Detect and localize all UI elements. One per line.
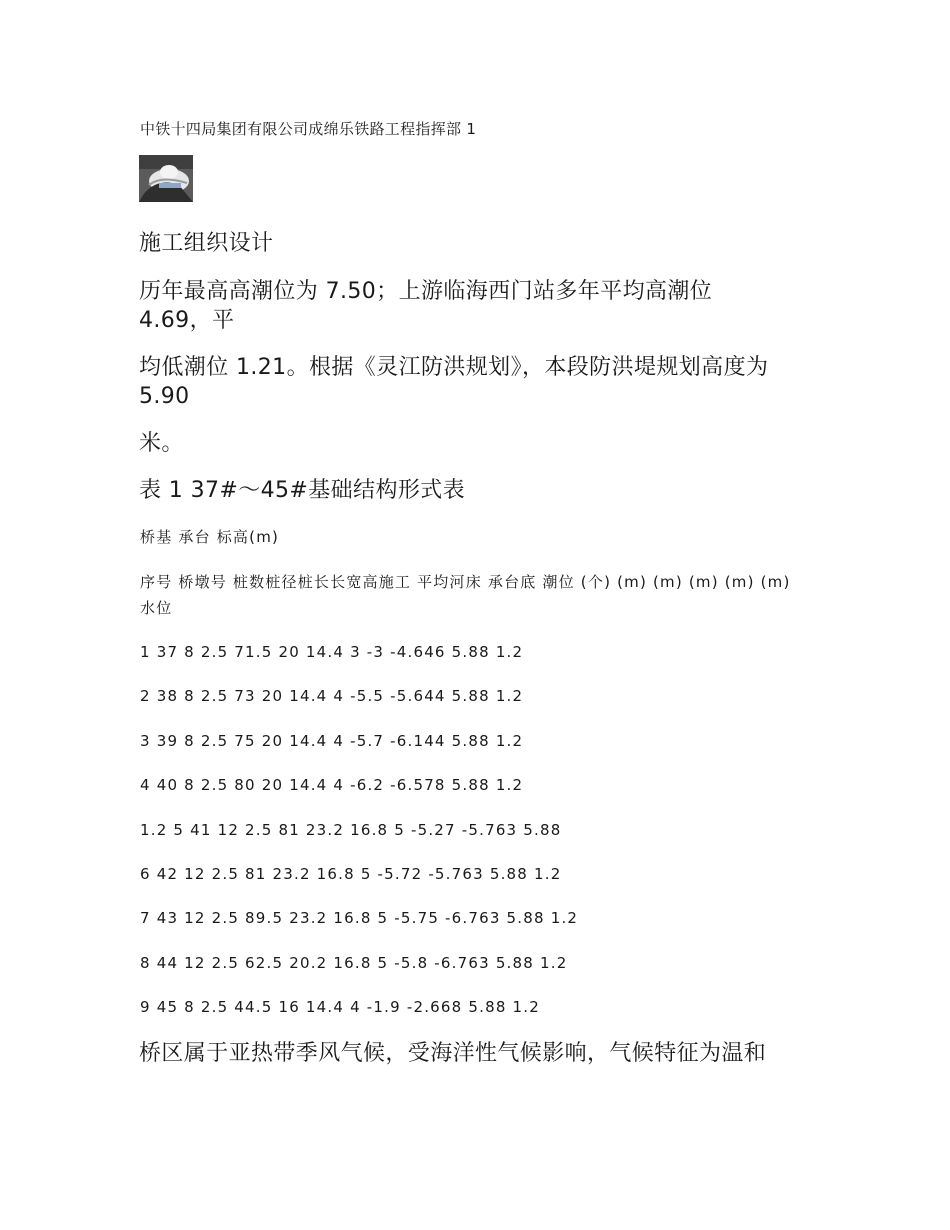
table-row: 1.2 5 41 12 2.5 81 23.2 16.8 5 -5.27 -5.763 5.88	[140, 821, 562, 839]
table-row: 3 39 8 2.5 75 20 14.4 4 -5.7 -6.144 5.88 1.2	[140, 732, 524, 750]
paragraph-2	[139, 353, 829, 411]
paragraph-2-line-1: 均低潮位 1.21。根据《灵江防洪规划》，本段防洪堤规划高度为	[139, 355, 769, 380]
table-header-2: 序号 桥墩号 桩数桩径桩长长宽高施工 平均河床 承台底 潮位 (个) (m) (m) (m) (m) (m) 水位	[140, 573, 791, 617]
table-caption: 表 1 37#～45#基础结构形式表	[139, 478, 466, 503]
table-row: 4 40 8 2.5 80 20 14.4 4 -6.2 -6.578 5.88 1.2	[140, 776, 524, 794]
table-header-1: 桥基 承台 标高(m)	[140, 528, 280, 546]
table-row: 1 37 8 2.5 71.5 20 14.4 3 -3 -4.646 5.88 1.2	[140, 643, 524, 661]
paragraph-3: 米。	[139, 431, 184, 456]
table-row: 9 45 8 2.5 44.5 16 14.4 4 -1.9 -2.668 5.88 1.2	[140, 998, 540, 1016]
company-photo-icon	[139, 155, 193, 202]
section-title: 施工组织设计	[139, 231, 274, 256]
paragraph-1	[139, 277, 829, 335]
table-row: 2 38 8 2.5 73 20 14.4 4 -5.5 -5.644 5.88 1.2	[140, 687, 524, 705]
table-row: 7 43 12 2.5 89.5 23.2 16.8 5 -5.75 -6.763 5.88 1.2	[140, 909, 579, 927]
paragraph-1-line-2: 4.69，平	[139, 308, 235, 333]
paragraph-1-line-1: 历年最高高潮位为 7.50；上游临海西门站多年平均高潮位	[139, 279, 713, 304]
closing-paragraph: 桥区属于亚热带季风气候，受海洋性气候影响，气候特征为温和	[139, 1041, 767, 1066]
paragraph-2-line-2: 5.90	[139, 384, 190, 409]
table-row: 8 44 12 2.5 62.5 20.2 16.8 5 -5.8 -6.763 5.88 1.2	[140, 954, 568, 972]
table-row: 6 42 12 2.5 81 23.2 16.8 5 -5.72 -5.763 5.88 1.2	[140, 865, 562, 883]
page-header: 中铁十四局集团有限公司成绵乐铁路工程指挥部 1	[140, 120, 477, 138]
